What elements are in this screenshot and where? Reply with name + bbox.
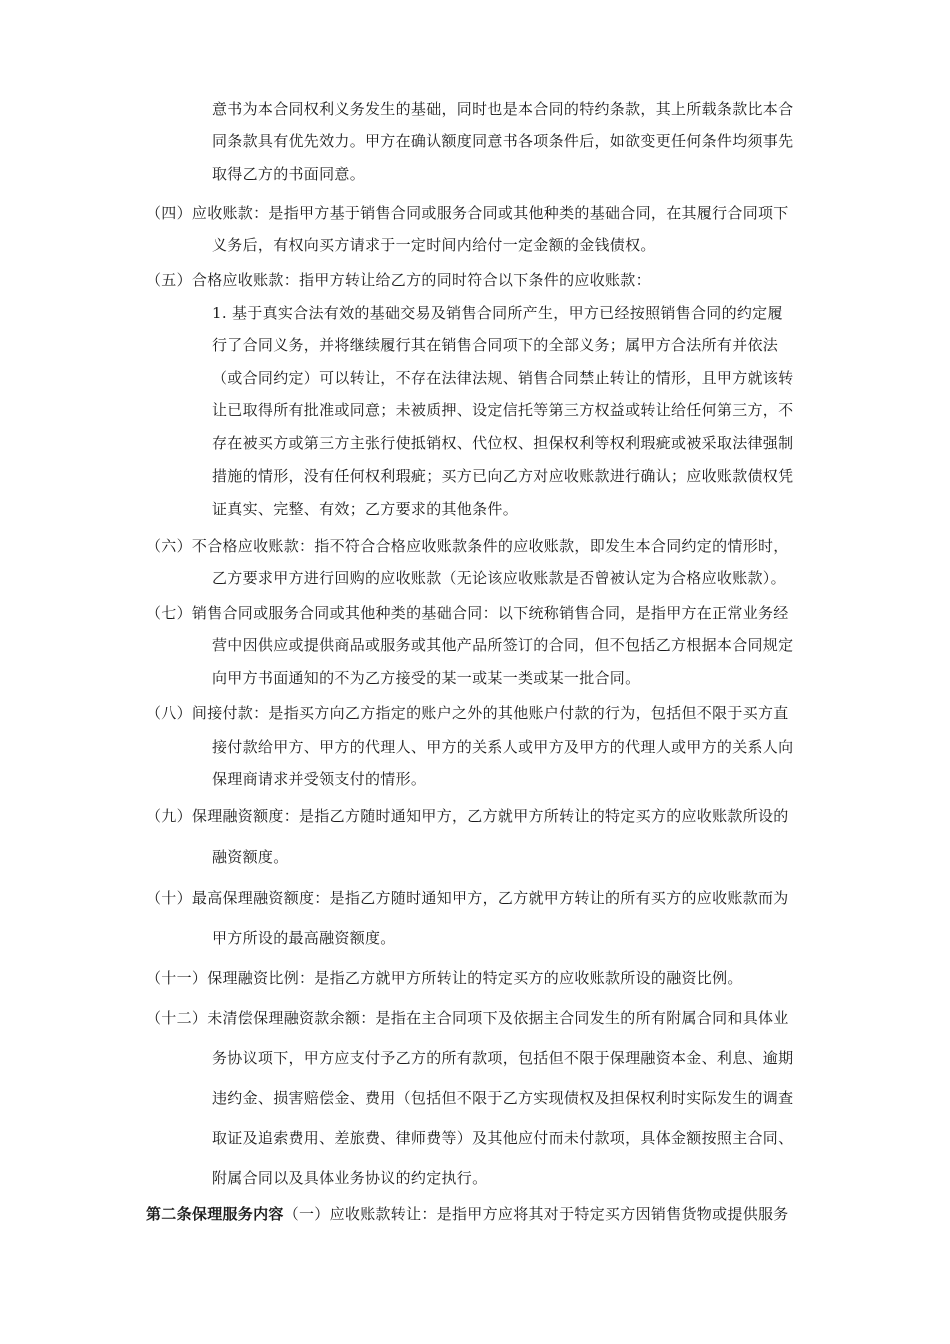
clause-12: （十二）未清偿保理融资款余额：是指在主合同项下及依据主合同发生的所有附属合同和具体业: [146, 1009, 789, 1027]
text-line: 存在被买方或第三方主张行使抵销权、代位权、担保权利等权利瑕疵或被采取法律强制: [212, 434, 794, 452]
text-line: 同条款具有优先效力。甲方在确认额度同意书各项条件后，如欲变更任何条件均须事先: [212, 132, 794, 150]
text-line: 乙方要求甲方进行回购的应收账款（无论该应收账款是否曾被认定为合格应收账款）。: [212, 569, 786, 587]
clause-6: （六）不合格应收账款：指不符合合格应收账款条件的应收账款，即发生本合同约定的情形时，: [146, 537, 789, 555]
text-line: 保理商请求并受领支付的情形。: [212, 770, 427, 788]
text-line: 务协议项下，甲方应支付予乙方的所有款项，包括但不限于保理融资本金、利息、逾期: [212, 1049, 794, 1067]
clause-8: （八）间接付款：是指买方向乙方指定的账户之外的其他账户付款的行为，包括但不限于买方直: [146, 704, 789, 722]
clause-4: （四）应收账款：是指甲方基于销售合同或服务合同或其他种类的基础合同，在其履行合同项下: [146, 204, 789, 222]
text-line: 融资额度。: [212, 848, 289, 866]
text-line: 让已取得所有批准或同意；未被质押、设定信托等第三方权益或转让给任何第三方，不: [212, 401, 794, 419]
clause-10: （十）最高保理融资额度：是指乙方随时通知甲方，乙方就甲方转让的所有买方的应收账款而为: [146, 889, 789, 907]
text-line: 取得乙方的书面同意。: [212, 165, 366, 183]
clause-9: （九）保理融资额度：是指乙方随时通知甲方，乙方就甲方所转让的特定买方的应收账款所设的: [146, 807, 789, 825]
text-line: 意书为本合同权利义务发生的基础，同时也是本合同的特约条款，其上所载条款比本合: [212, 100, 794, 118]
text-line: 甲方所设的最高融资额度。: [212, 929, 396, 947]
text-line: （一）应收账款转让：是指甲方应将其对于特定买方因销售货物或提供服务: [283, 1205, 789, 1223]
text-line: 证真实、完整、有效；乙方要求的其他条件。: [212, 500, 519, 518]
text-line: 取证及追索费用、差旅费、律师费等）及其他应付而未付款项，具体金额按照主合同、: [212, 1129, 794, 1147]
text-line: 向甲方书面通知的不为乙方接受的某一或某一类或某一批合同。: [212, 669, 641, 687]
sub-item-1: 1. 基于真实合法有效的基础交易及销售合同所产生，甲方已经按照销售合同的约定履: [212, 304, 783, 322]
text-line: 违约金、损害赔偿金、费用（包括但不限于乙方实现债权及担保权利时实际发生的调查: [212, 1089, 794, 1107]
text-line: 义务后，有权向买方请求于一定时间内给付一定金额的金钱债权。: [212, 236, 656, 254]
text-line: 附属合同以及具体业务协议的约定执行。: [212, 1169, 488, 1187]
text-line: 措施的情形，没有任何权利瑕疵；买方已向乙方对应收账款进行确认；应收账款债权凭: [212, 467, 794, 485]
clause-11: （十一）保理融资比例：是指乙方就甲方所转让的特定买方的应收账款所设的融资比例。: [146, 969, 743, 987]
article-heading: 第二条保理服务内容: [146, 1205, 284, 1223]
text-line: （或合同约定）可以转让，不存在法律法规、销售合同禁止转让的情形，且甲方就该转: [212, 369, 794, 387]
text-line: 营中因供应或提供商品或服务或其他产品所签订的合同，但不包括乙方根据本合同规定: [212, 636, 794, 654]
text-line: 接付款给甲方、甲方的代理人、甲方的关系人或甲方及甲方的代理人或甲方的关系人向: [212, 738, 794, 756]
clause-5: （五）合格应收账款：指甲方转让给乙方的同时符合以下条件的应收账款：: [146, 271, 651, 289]
text-line: 行了合同义务，并将继续履行其在销售合同项下的全部义务；属甲方合法所有并依法: [212, 336, 779, 354]
article-2-line: [146, 1204, 789, 1224]
clause-7: （七）销售合同或服务合同或其他种类的基础合同：以下统称销售合同，是指甲方在正常业务经: [146, 604, 789, 622]
